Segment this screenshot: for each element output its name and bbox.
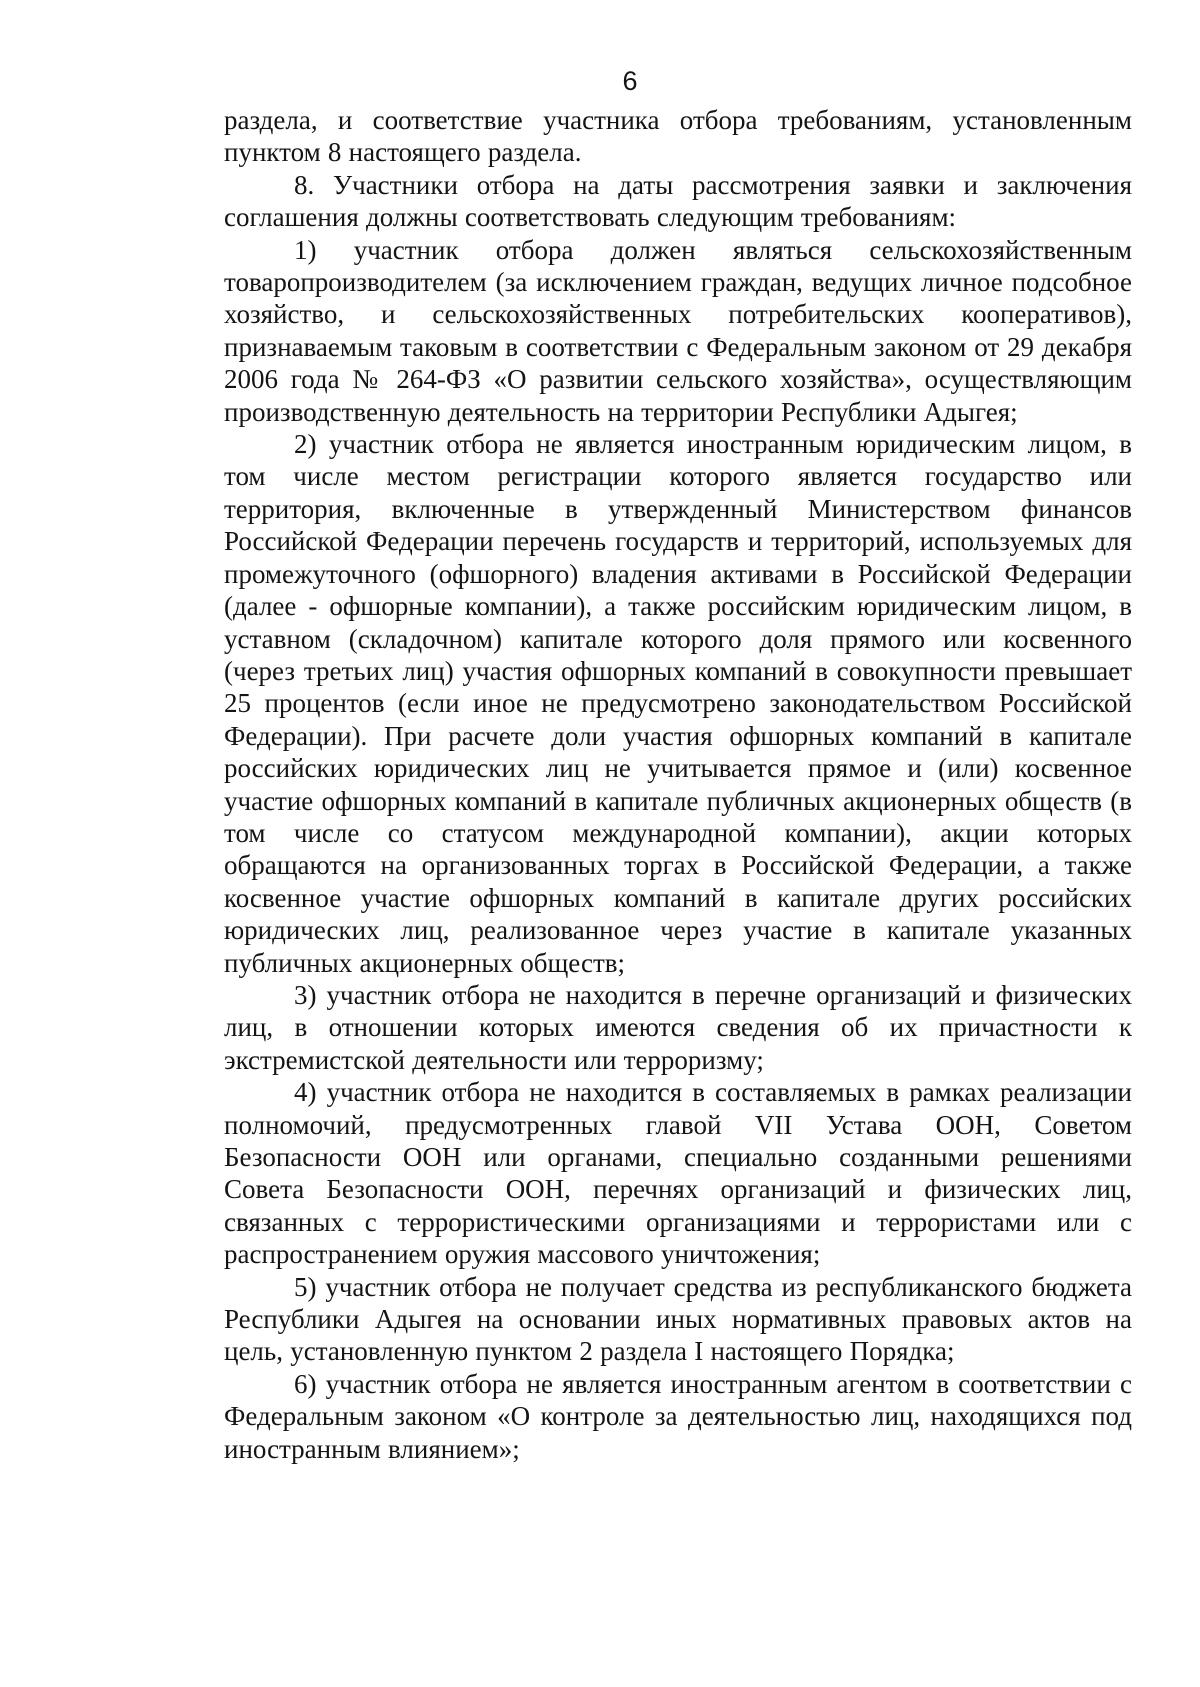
paragraph-subitem-5: 5) участник отбора не получает средства из республиканского бюджета Республики Адыгея на основании иных нормативных правовых актов на цель, установленную пунктом 2 раздела I настоящего Порядка;: [224, 1271, 1132, 1367]
paragraph-continuation: раздела, и соответствие участника отбора требованиям, установленным пунктом 8 настоящего раздела.: [224, 105, 1132, 168]
paragraph-subitem-3: 3) участник отбора не находится в перечне организаций и физических лиц, в отношении которых имеются сведения об их причастности к экстремистской деятельности или терроризму;: [224, 979, 1132, 1075]
paragraph-subitem-1: 1) участник отбора должен являться сельскохозяйственным товаропроизводителем (за исключением граждан, ведущих личное подсобное хозяйство, и сельскохозяйственных потребительских кооперативов), признаваемым таковым в соответствии с Федеральным законом от 29 декабря 2006 года № 264-ФЗ «О развитии сельского хозяйства», осуществляющим производственную деятельность на территории Республики Адыгея;: [224, 234, 1132, 427]
paragraph-item-8: 8. Участники отбора на даты рассмотрения заявки и заключения соглашения должны соответствовать следующим требованиям:: [224, 169, 1132, 233]
document-body: [224, 104, 1132, 1465]
paragraph-subitem-6: 6) участник отбора не является иностранным агентом в соответствии с Федеральным законом «О контроле за деятельностью лиц, находящихся под иностранным влиянием»;: [224, 1368, 1132, 1464]
page-number: 6: [622, 66, 638, 96]
paragraph-subitem-2: 2) участник отбора не является иностранным юридическим лицом, в том числе местом регистрации которого является государство или территория, включенные в утвержденный Министерством финансов Российской Федерации перечень государств и территорий, используемых для промежуточного (офшорного) владения активами в Российской Федерации (далее - офшорные компании), а также российским юридическим лицом, в уставном (складочном) капитале которого доля прямого или косвенного (через третьих лиц) участия офшорных компаний в совокупности превышает 25 процентов (если иное не предусмотрено законодательством Российской Федерации). При расчете доли участия офшорных компаний в капитале российских юридических лиц не учитывается прямое и (или) косвенное участие офшорных компаний в капитале публичных акционерных обществ (в том числе со статусом международной компании), акции которых обращаются на организованных торгах в Российской Федерации, а также косвенное участие офшорных компаний в капитале других российских юридических лиц, реализованное через участие в капитале указанных публичных акционерных обществ;: [224, 429, 1132, 978]
paragraph-subitem-4: 4) участник отбора не находится в составляемых в рамках реализации полномочий, предусмотренных главой VII Устава ООН, Советом Безопасности ООН или органами, специально созданными решениями Совета Безопасности ООН, перечнях организаций и физических лиц, связанных с террористическими организациями и террористами или с распространением оружия массового уничтожения;: [224, 1077, 1132, 1270]
